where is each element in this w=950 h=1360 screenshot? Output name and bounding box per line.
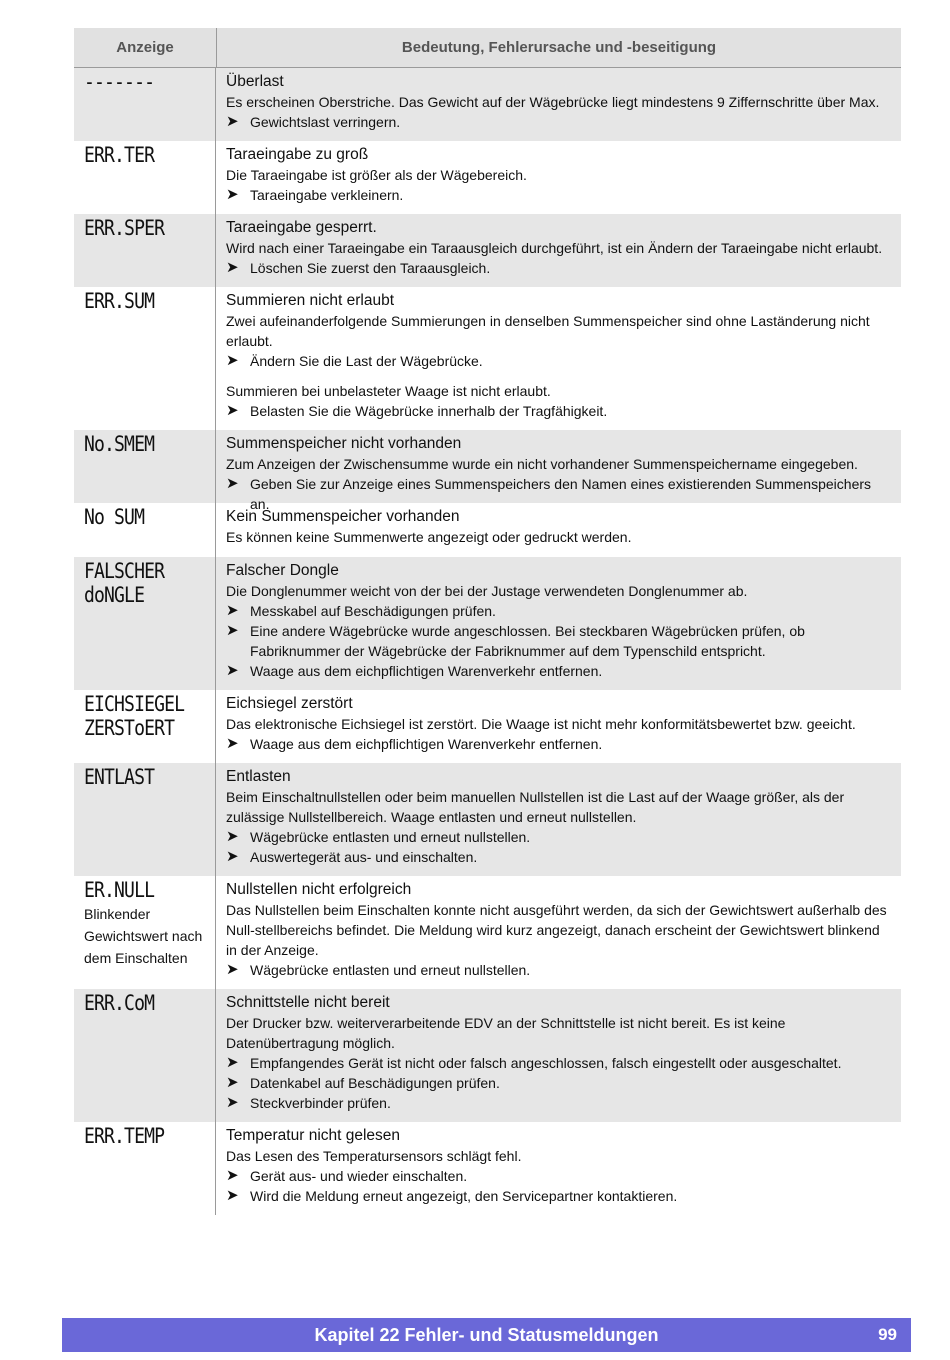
display-code: ERR.TER: [84, 143, 155, 167]
display-cell: [74, 690, 216, 763]
bullet-item: [226, 1053, 893, 1073]
table-row: [74, 430, 901, 512]
table-body: [74, 68, 901, 1215]
display-cell: [74, 763, 216, 876]
error-description: Wird nach einer Taraeingabe ein Taraausgleich durchgeführt, ist ein Ändern der Taraeingabe nicht erlaubt.: [226, 240, 883, 256]
arrow-bullet-icon: ➤: [226, 662, 239, 679]
meaning-cell: [216, 68, 901, 141]
display-code: ERR.SUM: [84, 289, 155, 313]
bullet-item: [226, 621, 893, 661]
meaning-cell: [216, 989, 901, 1122]
arrow-bullet-icon: ➤: [226, 1167, 239, 1184]
bullet-text: Gewichtslast verringern.: [250, 114, 401, 130]
error-title: Falscher Dongle: [226, 562, 339, 579]
display-code: FALSCHER: [84, 559, 165, 583]
table-row: [74, 1122, 901, 1215]
bullet-item: [226, 112, 893, 132]
display-code: -------: [84, 70, 155, 94]
table-row: [74, 141, 901, 214]
table-row: [74, 503, 901, 557]
display-cell: [74, 557, 216, 690]
display-cell: [74, 287, 216, 430]
table-row: [74, 557, 901, 690]
error-table: [74, 28, 901, 1215]
error-description: Es können keine Summenwerte angezeigt oder gedruckt werden.: [226, 529, 632, 545]
display-note: dem Einschalten: [84, 950, 188, 966]
display-cell: [74, 214, 216, 287]
meaning-cell: [216, 763, 901, 876]
bullet-text: Wägebrücke entlasten und erneut nullstellen.: [250, 962, 531, 978]
display-note: Gewichtswert nach: [84, 928, 203, 944]
bullet-text: Eine andere Wägebrücke wurde angeschlossen. Bei steckbaren Wägebrücken prüfen, ob Fabriknummer der Wägebrücke der Fabriknummer auf dem Typenschild entspricht.: [250, 623, 805, 659]
arrow-bullet-icon: ➤: [226, 186, 239, 203]
arrow-bullet-icon: ➤: [226, 602, 239, 619]
display-code: No.SMEM: [84, 432, 155, 456]
page-footer: [62, 1318, 911, 1352]
bullet-text: Waage aus dem eichpflichtigen Warenverkehr entfernen.: [250, 663, 603, 679]
arrow-bullet-icon: ➤: [226, 622, 239, 639]
bullet-text: Steckverbinder prüfen.: [250, 1095, 391, 1111]
bullet-item: [226, 661, 893, 681]
bullet-item: [226, 1093, 893, 1113]
error-title: Taraeingabe zu groß: [226, 146, 369, 163]
display-code: No SUM: [84, 505, 145, 529]
arrow-bullet-icon: ➤: [226, 113, 239, 130]
bullet-text: Datenkabel auf Beschädigungen prüfen.: [250, 1075, 500, 1091]
display-code: ZERSToERT: [84, 716, 175, 740]
table-row: [74, 989, 901, 1122]
bullet-text: Wägebrücke entlasten und erneut nullstellen.: [250, 829, 531, 845]
error-description: Zwei aufeinanderfolgende Summierungen in denselben Summenspeicher sind ohne Laständerung nicht erlaubt.: [226, 313, 870, 349]
display-cell: [74, 141, 216, 214]
table-row: [74, 287, 901, 430]
bullet-item: [226, 1073, 893, 1093]
bullet-text: Löschen Sie zuerst den Taraausgleich.: [250, 260, 491, 276]
meaning-cell: [216, 690, 901, 763]
error-title: Summieren nicht erlaubt: [226, 292, 394, 309]
meaning-cell: [216, 503, 901, 557]
error-description: Summieren bei unbelasteter Waage ist nicht erlaubt.: [226, 383, 551, 399]
error-description: Das Lesen des Temperatursensors schlägt fehl.: [226, 1148, 522, 1164]
meaning-cell: [216, 876, 901, 989]
table-row: [74, 690, 901, 763]
arrow-bullet-icon: ➤: [226, 352, 239, 369]
display-code: ERR.TEMP: [84, 1124, 165, 1148]
error-title: Schnittstelle nicht bereit: [226, 994, 390, 1011]
bullet-item: [226, 601, 893, 621]
bullet-item: [226, 847, 893, 867]
error-title: Summenspeicher nicht vorhanden: [226, 435, 462, 452]
bullet-text: Wird die Meldung erneut angezeigt, den Servicepartner kontaktieren.: [250, 1188, 678, 1204]
arrow-bullet-icon: ➤: [226, 735, 239, 752]
bullet-item: [226, 960, 893, 980]
display-cell: [74, 1122, 216, 1215]
bullet-item: [226, 185, 893, 205]
bullet-text: Taraeingabe verkleinern.: [250, 187, 404, 203]
arrow-bullet-icon: ➤: [226, 961, 239, 978]
bullet-item: [226, 258, 893, 278]
bullet-text: Belasten Sie die Wägebrücke innerhalb der Tragfähigkeit.: [250, 403, 608, 419]
display-cell: [74, 876, 216, 989]
bullet-text: Messkabel auf Beschädigungen prüfen.: [250, 603, 496, 619]
bullet-text: Auswertegerät aus- und einschalten.: [250, 849, 478, 865]
bullet-text: Empfangendes Gerät ist nicht oder falsch angeschlossen, falsch eingestellt oder ausgeschaltet.: [250, 1055, 842, 1071]
display-code: ER.NULL: [84, 878, 155, 902]
bullet-text: Gerät aus- und wieder einschalten.: [250, 1168, 468, 1184]
meaning-cell: [216, 214, 901, 287]
meaning-cell: [216, 141, 901, 214]
error-title: Überlast: [226, 73, 284, 90]
display-code: doNGLE: [84, 583, 145, 607]
bullet-item: [226, 827, 893, 847]
arrow-bullet-icon: ➤: [226, 1187, 239, 1204]
error-description: Das Nullstellen beim Einschalten konnte nicht ausgeführt werden, da sich der Gewichtswert außerhalb des Null-stellbereichs befindet. Die Meldung wird kurz angezeigt, danach erscheint der Gewichtswert blinkend in der Anzeige.: [226, 902, 887, 958]
meaning-cell: [216, 430, 901, 512]
table-row: [74, 68, 901, 141]
display-code: ENTLAST: [84, 765, 155, 789]
table-row: [74, 876, 901, 989]
bullet-text: Geben Sie zur Anzeige eines Summenspeichers den Namen eines existierenden Summenspeichers an.: [250, 476, 872, 512]
error-description: Das elektronische Eichsiegel ist zerstört. Die Waage ist nicht mehr konformitätsbewertet bzw. geeicht.: [226, 716, 856, 732]
bullet-text: Waage aus dem eichpflichtigen Warenverkehr entfernen.: [250, 736, 603, 752]
page-number: 99: [878, 1325, 897, 1344]
display-code: ERR.CoM: [84, 991, 155, 1015]
error-description: Es erscheinen Oberstriche. Das Gewicht auf der Wägebrücke liegt mindestens 9 Ziffernschritte über Max.: [226, 94, 880, 110]
display-note: Blinkender: [84, 906, 151, 922]
error-description: Die Taraeingabe ist größer als der Wägebereich.: [226, 167, 527, 183]
header-display: Anzeige: [74, 28, 217, 67]
error-title: Taraeingabe gesperrt.: [226, 219, 377, 236]
error-description: Der Drucker bzw. weiterverarbeitende EDV an der Schnittstelle ist nicht bereit. Es ist keine Datenübertragung möglich.: [226, 1015, 786, 1051]
arrow-bullet-icon: ➤: [226, 475, 239, 492]
table-row: [74, 763, 901, 876]
table-header: [74, 28, 901, 68]
paragraph-gap: [226, 371, 893, 381]
display-cell: [74, 430, 216, 503]
display-cell: [74, 503, 216, 557]
table-row: [74, 214, 901, 287]
bullet-item: [226, 351, 893, 371]
chapter-title: Kapitel 22 Fehler- und Statusmeldungen: [314, 1324, 659, 1345]
error-title: Nullstellen nicht erfolgreich: [226, 881, 412, 898]
error-title: Kein Summenspeicher vorhanden: [226, 508, 460, 525]
bullet-item: [226, 1186, 893, 1206]
display-code: EICHSIEGEL: [84, 692, 185, 716]
bullet-item: [226, 401, 893, 421]
bullet-item: [226, 1166, 893, 1186]
arrow-bullet-icon: ➤: [226, 828, 239, 845]
error-title: Temperatur nicht gelesen: [226, 1127, 401, 1144]
arrow-bullet-icon: ➤: [226, 1054, 239, 1071]
error-description: Beim Einschaltnullstellen oder beim manuellen Nullstellen ist die Last auf der Waage größer, als der zulässige Nullstellbereich. Waage entlasten und erneut nullstellen.: [226, 789, 845, 825]
error-title: Eichsiegel zerstört: [226, 695, 353, 712]
arrow-bullet-icon: ➤: [226, 402, 239, 419]
arrow-bullet-icon: ➤: [226, 1094, 239, 1111]
bullet-text: Ändern Sie die Last der Wägebrücke.: [250, 353, 483, 369]
display-code: ERR.SPER: [84, 216, 165, 240]
error-description: Zum Anzeigen der Zwischensumme wurde ein nicht vorhandener Summenspeichername eingegeben.: [226, 456, 858, 472]
arrow-bullet-icon: ➤: [226, 1074, 239, 1091]
display-cell: [74, 989, 216, 1122]
error-description: Die Donglenummer weicht von der bei der Justage verwendeten Donglenummer ab.: [226, 583, 748, 599]
meaning-cell: [216, 557, 901, 690]
bullet-item: [226, 734, 893, 754]
meaning-cell: [216, 1122, 901, 1215]
error-title: Entlasten: [226, 768, 291, 785]
arrow-bullet-icon: ➤: [226, 848, 239, 865]
arrow-bullet-icon: ➤: [226, 259, 239, 276]
display-cell: [74, 68, 216, 141]
header-meaning: Bedeutung, Fehlerursache und -beseitigung: [401, 39, 717, 56]
meaning-cell: [216, 287, 901, 430]
